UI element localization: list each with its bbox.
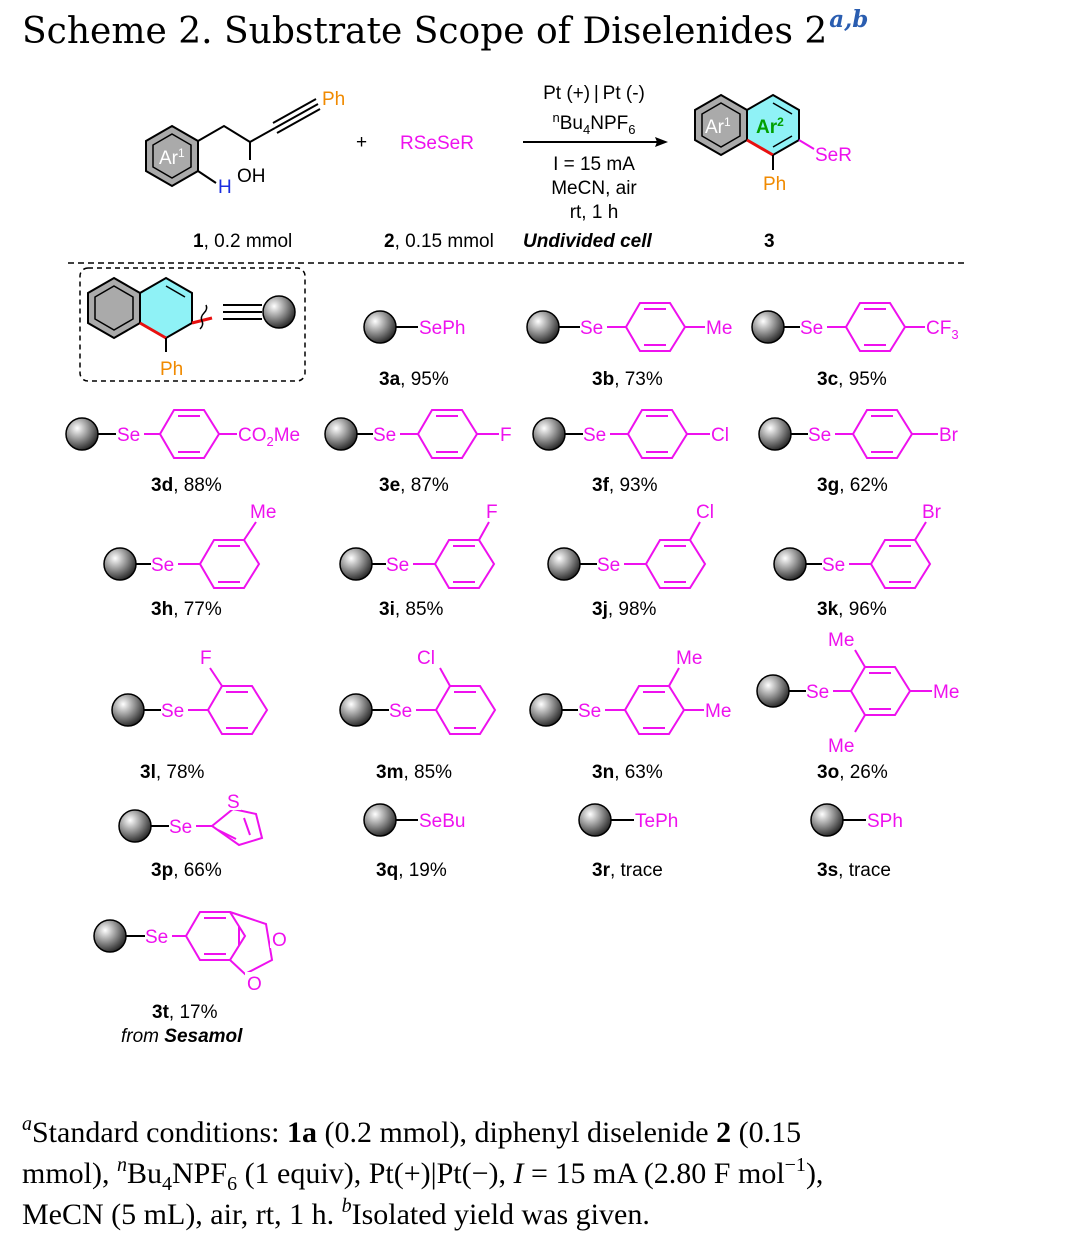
- product-ser-label: SeR: [815, 145, 852, 166]
- sm1-oh-label: OH: [237, 166, 266, 187]
- se-label: Se: [151, 555, 175, 576]
- se-label: Se: [583, 425, 607, 446]
- sm1-ar-label: Ar$^1$: [159, 146, 185, 169]
- compound-3f: [533, 410, 729, 458]
- yield-label-3h: 3h, 77%: [151, 599, 222, 620]
- se-label: Se: [389, 701, 413, 722]
- se-label: Se: [373, 425, 397, 446]
- yield-label-3k: 3k, 96%: [817, 599, 887, 620]
- yield-label-3d: 3d, 88%: [151, 475, 222, 496]
- compound-3k: [774, 502, 942, 588]
- dioxole-o-label-2: O: [247, 974, 262, 995]
- se-label: Se: [578, 701, 602, 722]
- label-compound-2: 2, 0.15 mmol: [384, 231, 494, 252]
- compound-3o: [757, 630, 959, 757]
- product-ar2-label: Ar$^2$: [756, 115, 784, 138]
- compound-3r: [579, 804, 678, 836]
- key-ph-label: Ph: [160, 359, 184, 380]
- thiophene-s-label: S: [227, 792, 240, 813]
- footnote-line-2: mmol), $^nBu_4NPF_6$ (1 equiv), Pt(+)|Pt(−), I = 15 mA (2.80 F mol$^{-1}$),: [22, 1154, 824, 1195]
- se-label: Se: [822, 555, 846, 576]
- dioxole-o-label-1: O: [272, 930, 287, 951]
- compound-3i: [340, 502, 498, 588]
- substituent-label: Cl: [696, 502, 714, 523]
- yield-label-3f: 3f, 93%: [592, 475, 658, 496]
- yield-label-3j: 3j, 98%: [592, 599, 657, 620]
- yield-label-3o: 3o, 26%: [817, 762, 888, 783]
- yield-label-3a: 3a, 95%: [379, 369, 449, 390]
- yield-label-3c: 3c, 95%: [817, 369, 887, 390]
- footnote-line-1: $^a$Standard conditions: 1a (0.2 mmol), diphenyl diselenide 2 (0.15: [22, 1113, 802, 1149]
- label-undivided-cell: Undivided cell: [523, 231, 652, 252]
- compound-3b: [527, 303, 732, 351]
- yield-label-3l: 3l, 78%: [140, 762, 205, 783]
- reagent-rsesr: RSeSeR: [400, 133, 474, 154]
- se-label: Se: [145, 927, 169, 948]
- cond-electrodes: Pt (+) | Pt (-): [543, 83, 645, 104]
- compound-3h: [104, 502, 276, 588]
- substituent-label: Br: [922, 502, 941, 523]
- compound-3d: [66, 410, 300, 458]
- label-compound-3: 3: [764, 231, 775, 252]
- yield-label-3e: 3e, 87%: [379, 475, 449, 496]
- conditions: [523, 83, 668, 223]
- se-label: Se: [806, 682, 830, 703]
- sesamol-note: from Sesamol: [121, 1026, 243, 1047]
- substituent-label: F: [200, 648, 212, 669]
- yield-label-3q: 3q, 19%: [376, 860, 447, 881]
- compound-3s: [811, 804, 903, 836]
- product-ar1-label: Ar$^1$: [705, 115, 731, 138]
- substituent-label: $CF_3$: [926, 318, 959, 342]
- cond-time: rt, 1 h: [569, 202, 619, 223]
- yield-label-3r: 3r, trace: [592, 860, 663, 881]
- substituent-label: Me: [250, 502, 277, 523]
- sm1-h-label: H: [218, 177, 232, 198]
- sm1-ph-label: Ph: [322, 89, 346, 110]
- substituent-label-2: Me: [705, 701, 732, 722]
- yield-label-3g: 3g, 62%: [817, 475, 888, 496]
- yield-label-3t: 3t, 17%: [152, 1002, 218, 1023]
- se-label: Se: [580, 318, 604, 339]
- se-label: Se: [597, 555, 621, 576]
- yield-label-3m: 3m, 85%: [376, 762, 453, 783]
- se-label: Se: [117, 425, 141, 446]
- starting-material-1: [146, 89, 345, 198]
- se-label: Se: [169, 817, 193, 838]
- group-label: SeBu: [419, 811, 466, 832]
- compound-3t: [94, 912, 287, 995]
- key-structure: [80, 268, 305, 381]
- product-ph-label: Ph: [763, 174, 787, 195]
- compound-3p: [119, 792, 262, 845]
- se-label: Se: [808, 425, 832, 446]
- yield-label-3i: 3i, 85%: [379, 599, 444, 620]
- group-label: TePh: [635, 811, 679, 832]
- substituent-label: F: [500, 425, 512, 446]
- yield-label-3p: 3p, 66%: [151, 860, 222, 881]
- compound-3m: [340, 648, 495, 734]
- substituent-label: Cl: [417, 648, 435, 669]
- se-label: Se: [161, 701, 185, 722]
- plus-sign: +: [356, 132, 368, 153]
- group-label: SPh: [867, 811, 903, 832]
- compound-3a: [364, 311, 465, 343]
- yield-label-3b: 3b, 73%: [592, 369, 663, 390]
- substituent-label: Me: [706, 318, 733, 339]
- se-label: Se: [386, 555, 410, 576]
- substituent-label: F: [486, 502, 498, 523]
- substituent-label: Cl: [711, 425, 729, 446]
- substituent-label: Br: [939, 425, 958, 446]
- cond-solvent: MeCN, air: [551, 178, 637, 199]
- compound-3g: [759, 410, 959, 458]
- scheme-title: Scheme 2. Substrate Scope of Diselenides 2$^{a,b}$: [22, 6, 869, 52]
- substituent-label-2: Me: [933, 682, 960, 703]
- yield-label-3s: 3s, trace: [817, 860, 891, 881]
- product-3: [695, 95, 852, 195]
- group-label: SePh: [419, 318, 466, 339]
- se-label: Se: [800, 318, 824, 339]
- compound-3e: [325, 410, 512, 458]
- compound-3q: [364, 804, 465, 836]
- compound-3j: [548, 502, 714, 588]
- substituent-label: Me: [676, 648, 703, 669]
- substituent-label: Me: [828, 630, 855, 651]
- cond-current: I = 15 mA: [553, 154, 635, 175]
- yield-label-3n: 3n, 63%: [592, 762, 663, 783]
- substituent-label: $CO_2Me$: [238, 425, 301, 449]
- substituent-label-3: Me: [828, 736, 855, 757]
- compound-3n: [530, 648, 731, 734]
- compound-3l: [112, 648, 267, 734]
- footnote-line-3: MeCN (5 mL), air, rt, 1 h. $^b$Isolated yield was given.: [22, 1195, 650, 1231]
- label-compound-1: 1, 0.2 mmol: [193, 231, 293, 252]
- compound-3c: [752, 303, 959, 351]
- cond-electrolyte: $^nBu_4NPF_6$: [552, 110, 636, 137]
